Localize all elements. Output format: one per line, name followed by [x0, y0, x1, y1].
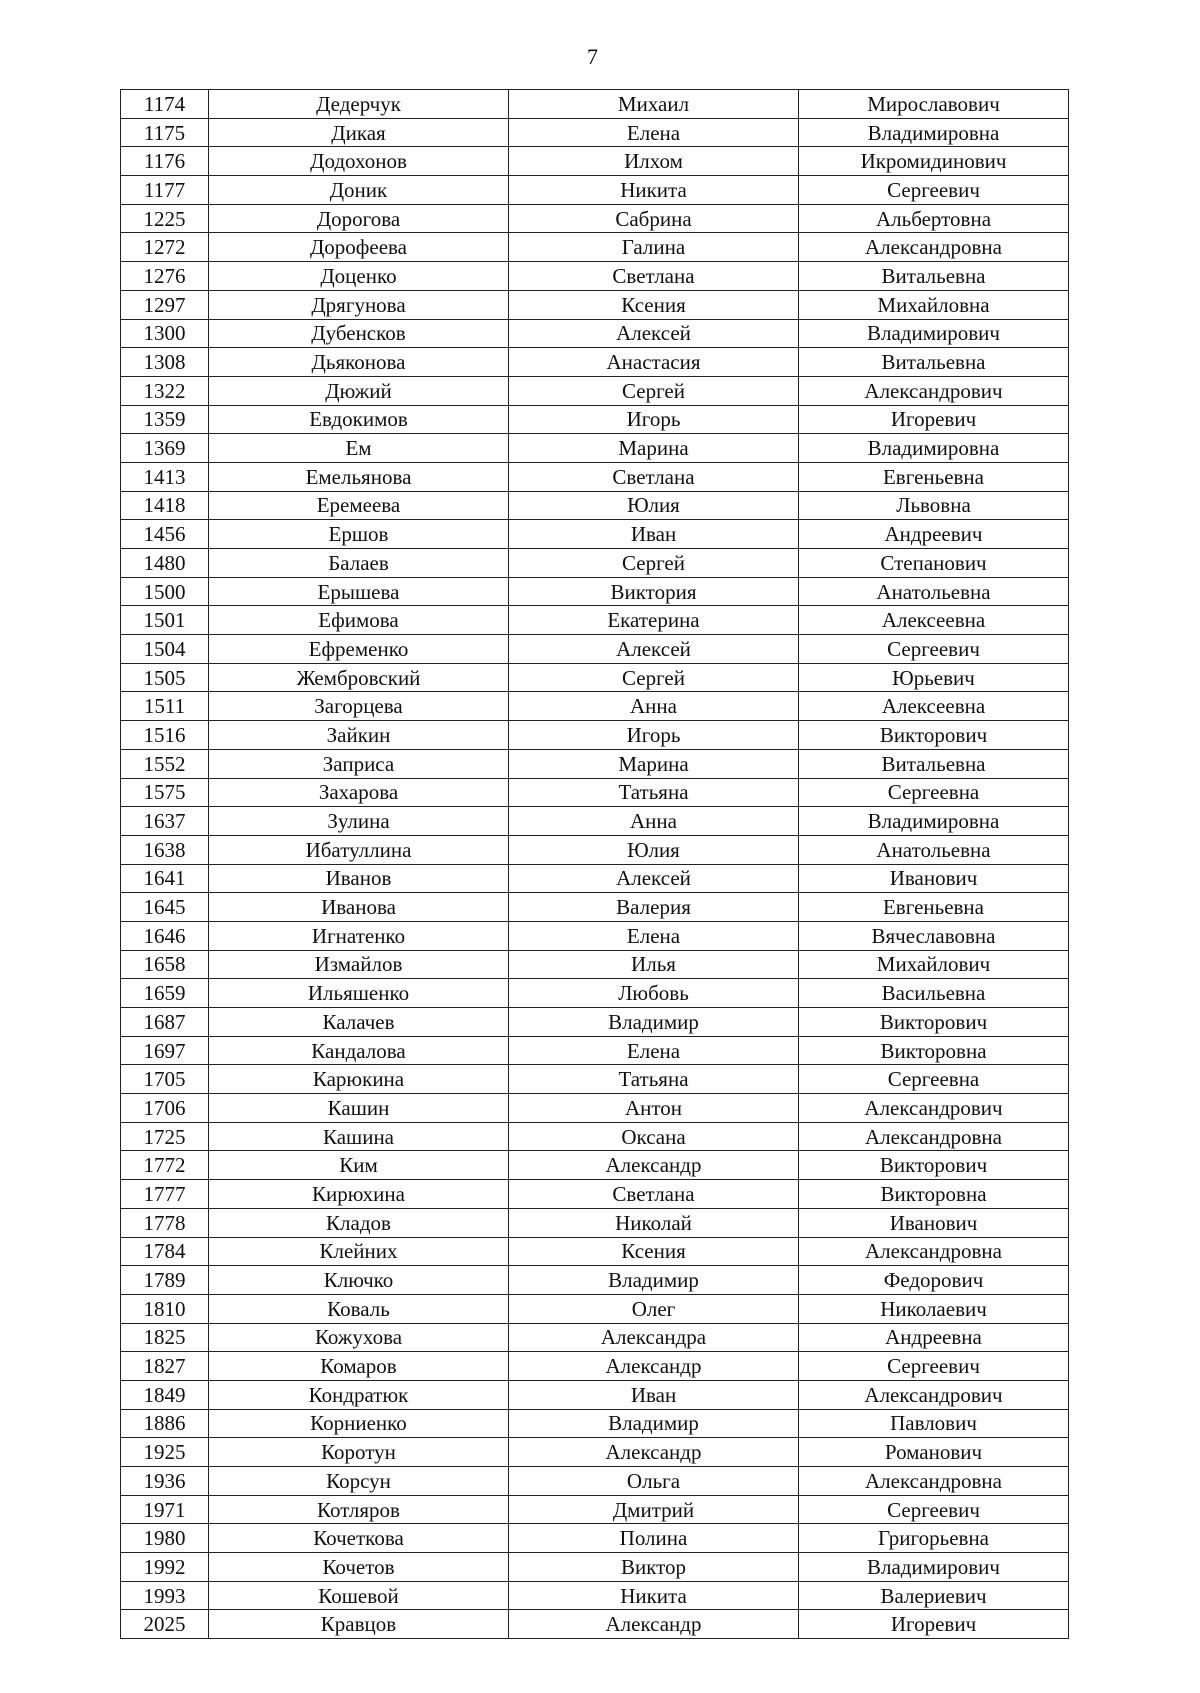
table-row [121, 749, 1069, 778]
row-number-cell: 1789 [121, 1266, 209, 1295]
row-number-cell: 1827 [121, 1352, 209, 1381]
row-number-cell: 1849 [121, 1380, 209, 1409]
first-name-cell: Иван [509, 1380, 799, 1409]
page-number: 7 [587, 44, 598, 69]
row-number-cell: 1825 [121, 1323, 209, 1352]
patronymic-cell: Альбертовна [799, 204, 1069, 233]
first-name-cell: Марина [509, 749, 799, 778]
last-name-cell: Кошевой [209, 1581, 509, 1610]
table-row [121, 1380, 1069, 1409]
table-row [121, 1553, 1069, 1582]
row-number-cell: 1980 [121, 1524, 209, 1553]
last-name-cell: Ибатуллина [209, 835, 509, 864]
table-row [121, 176, 1069, 205]
last-name-cell: Дюжий [209, 376, 509, 405]
row-number-cell: 1936 [121, 1467, 209, 1496]
last-name-cell: Кочеткова [209, 1524, 509, 1553]
row-number-cell: 1176 [121, 147, 209, 176]
table-row [121, 405, 1069, 434]
row-number-cell: 1993 [121, 1581, 209, 1610]
patronymic-cell: Владимирович [799, 319, 1069, 348]
row-number-cell: 1706 [121, 1094, 209, 1123]
table-row [121, 549, 1069, 578]
last-name-cell: Карюкина [209, 1065, 509, 1094]
table-row [121, 1467, 1069, 1496]
table-row [121, 118, 1069, 147]
row-number-cell: 1575 [121, 778, 209, 807]
table-row [121, 864, 1069, 893]
row-number-cell: 1992 [121, 1553, 209, 1582]
last-name-cell: Дикая [209, 118, 509, 147]
first-name-cell: Игорь [509, 405, 799, 434]
last-name-cell: Захарова [209, 778, 509, 807]
row-number-cell: 1777 [121, 1180, 209, 1209]
patronymic-cell: Александрович [799, 1380, 1069, 1409]
last-name-cell: Емельянова [209, 462, 509, 491]
table-row [121, 520, 1069, 549]
first-name-cell: Олег [509, 1294, 799, 1323]
first-name-cell: Владимир [509, 1008, 799, 1037]
row-number-cell: 2025 [121, 1610, 209, 1639]
row-number-cell: 1637 [121, 807, 209, 836]
table-row [121, 635, 1069, 664]
patronymic-cell: Викторович [799, 1151, 1069, 1180]
last-name-cell: Комаров [209, 1352, 509, 1381]
patronymic-cell: Сергеевна [799, 1065, 1069, 1094]
row-number-cell: 1174 [121, 90, 209, 119]
patronymic-cell: Александровна [799, 1467, 1069, 1496]
row-number-cell: 1646 [121, 921, 209, 950]
table-row [121, 692, 1069, 721]
table-row [121, 1495, 1069, 1524]
first-name-cell: Анна [509, 692, 799, 721]
first-name-cell: Михаил [509, 90, 799, 119]
patronymic-cell: Андреевна [799, 1323, 1069, 1352]
table-row [121, 1524, 1069, 1553]
patronymic-cell: Александрович [799, 1094, 1069, 1123]
table-row [121, 1237, 1069, 1266]
patronymic-cell: Николаевич [799, 1294, 1069, 1323]
table-row [121, 434, 1069, 463]
row-number-cell: 1272 [121, 233, 209, 262]
first-name-cell: Валерия [509, 893, 799, 922]
last-name-cell: Клейних [209, 1237, 509, 1266]
patronymic-cell: Икромидинович [799, 147, 1069, 176]
table-row [121, 233, 1069, 262]
patronymic-cell: Викторовна [799, 1036, 1069, 1065]
patronymic-cell: Витальевна [799, 262, 1069, 291]
row-number-cell: 1500 [121, 577, 209, 606]
table-row [121, 1610, 1069, 1639]
row-number-cell: 1511 [121, 692, 209, 721]
first-name-cell: Александр [509, 1610, 799, 1639]
table-row [121, 606, 1069, 635]
row-number-cell: 1322 [121, 376, 209, 405]
first-name-cell: Ксения [509, 290, 799, 319]
row-number-cell: 1641 [121, 864, 209, 893]
patronymic-cell: Валериевич [799, 1581, 1069, 1610]
last-name-cell: Кирюхина [209, 1180, 509, 1209]
first-name-cell: Александр [509, 1438, 799, 1467]
last-name-cell: Дьяконова [209, 348, 509, 377]
first-name-cell: Анна [509, 807, 799, 836]
last-name-cell: Доценко [209, 262, 509, 291]
last-name-cell: Котляров [209, 1495, 509, 1524]
row-number-cell: 1480 [121, 549, 209, 578]
patronymic-cell: Владимировна [799, 434, 1069, 463]
first-name-cell: Николай [509, 1208, 799, 1237]
last-name-cell: Балаев [209, 549, 509, 578]
patronymic-cell: Викторович [799, 1008, 1069, 1037]
last-name-cell: Игнатенко [209, 921, 509, 950]
table-row [121, 204, 1069, 233]
table-row [121, 921, 1069, 950]
table-row [121, 663, 1069, 692]
first-name-cell: Владимир [509, 1266, 799, 1295]
patronymic-cell: Александровна [799, 1122, 1069, 1151]
table-row [121, 1294, 1069, 1323]
table-row [121, 778, 1069, 807]
row-number-cell: 1177 [121, 176, 209, 205]
row-number-cell: 1504 [121, 635, 209, 664]
patronymic-cell: Михайловна [799, 290, 1069, 319]
row-number-cell: 1725 [121, 1122, 209, 1151]
last-name-cell: Коротун [209, 1438, 509, 1467]
row-number-cell: 1308 [121, 348, 209, 377]
row-number-cell: 1659 [121, 979, 209, 1008]
row-number-cell: 1705 [121, 1065, 209, 1094]
row-number-cell: 1971 [121, 1495, 209, 1524]
table-row [121, 462, 1069, 491]
row-number-cell: 1276 [121, 262, 209, 291]
last-name-cell: Ефременко [209, 635, 509, 664]
row-number-cell: 1552 [121, 749, 209, 778]
last-name-cell: Загорцева [209, 692, 509, 721]
first-name-cell: Алексей [509, 635, 799, 664]
table-row [121, 1008, 1069, 1037]
first-name-cell: Елена [509, 921, 799, 950]
first-name-cell: Алексей [509, 864, 799, 893]
last-name-cell: Дрягунова [209, 290, 509, 319]
last-name-cell: Зулина [209, 807, 509, 836]
first-name-cell: Светлана [509, 262, 799, 291]
last-name-cell: Дубенсков [209, 319, 509, 348]
last-name-cell: Кладов [209, 1208, 509, 1237]
last-name-cell: Коваль [209, 1294, 509, 1323]
row-number-cell: 1645 [121, 893, 209, 922]
table-row [121, 577, 1069, 606]
last-name-cell: Измайлов [209, 950, 509, 979]
patronymic-cell: Витальевна [799, 749, 1069, 778]
patronymic-cell: Владимировна [799, 118, 1069, 147]
table-row [121, 1036, 1069, 1065]
first-name-cell: Екатерина [509, 606, 799, 635]
patronymic-cell: Михайлович [799, 950, 1069, 979]
patronymic-cell: Игоревич [799, 1610, 1069, 1639]
patronymic-cell: Анатольевна [799, 577, 1069, 606]
patronymic-cell: Романович [799, 1438, 1069, 1467]
first-name-cell: Сергей [509, 376, 799, 405]
first-name-cell: Оксана [509, 1122, 799, 1151]
last-name-cell: Корниенко [209, 1409, 509, 1438]
row-number-cell: 1638 [121, 835, 209, 864]
patronymic-cell: Федорович [799, 1266, 1069, 1295]
patronymic-cell: Иванович [799, 864, 1069, 893]
table-row [121, 835, 1069, 864]
patronymic-cell: Сергеевич [799, 176, 1069, 205]
patronymic-cell: Игоревич [799, 405, 1069, 434]
row-number-cell: 1501 [121, 606, 209, 635]
first-name-cell: Полина [509, 1524, 799, 1553]
last-name-cell: Еремеева [209, 491, 509, 520]
first-name-cell: Елена [509, 118, 799, 147]
first-name-cell: Дмитрий [509, 1495, 799, 1524]
first-name-cell: Никита [509, 176, 799, 205]
last-name-cell: Ильяшенко [209, 979, 509, 1008]
patronymic-cell: Сергеевич [799, 1352, 1069, 1381]
table-row [121, 1323, 1069, 1352]
table-row [121, 1352, 1069, 1381]
first-name-cell: Марина [509, 434, 799, 463]
table-row [121, 376, 1069, 405]
table-row [121, 491, 1069, 520]
roster-table-container [120, 89, 1068, 1639]
first-name-cell: Татьяна [509, 778, 799, 807]
table-row [121, 950, 1069, 979]
first-name-cell: Анастасия [509, 348, 799, 377]
first-name-cell: Александра [509, 1323, 799, 1352]
table-row [121, 1122, 1069, 1151]
row-number-cell: 1413 [121, 462, 209, 491]
last-name-cell: Ким [209, 1151, 509, 1180]
patronymic-cell: Евгеньевна [799, 893, 1069, 922]
row-number-cell: 1687 [121, 1008, 209, 1037]
patronymic-cell: Алексеевна [799, 692, 1069, 721]
last-name-cell: Кашина [209, 1122, 509, 1151]
row-number-cell: 1225 [121, 204, 209, 233]
first-name-cell: Сергей [509, 549, 799, 578]
row-number-cell: 1784 [121, 1237, 209, 1266]
last-name-cell: Дорофеева [209, 233, 509, 262]
patronymic-cell: Александровна [799, 233, 1069, 262]
first-name-cell: Александр [509, 1352, 799, 1381]
table-row [121, 1151, 1069, 1180]
table-row [121, 893, 1069, 922]
first-name-cell: Виктор [509, 1553, 799, 1582]
table-row [121, 807, 1069, 836]
patronymic-cell: Владимировна [799, 807, 1069, 836]
table-row [121, 1208, 1069, 1237]
patronymic-cell: Павлович [799, 1409, 1069, 1438]
first-name-cell: Ксения [509, 1237, 799, 1266]
row-number-cell: 1505 [121, 663, 209, 692]
last-name-cell: Иванова [209, 893, 509, 922]
first-name-cell: Илья [509, 950, 799, 979]
table-row [121, 1094, 1069, 1123]
last-name-cell: Ем [209, 434, 509, 463]
first-name-cell: Галина [509, 233, 799, 262]
table-row [121, 348, 1069, 377]
table-row [121, 1581, 1069, 1610]
first-name-cell: Юлия [509, 835, 799, 864]
row-number-cell: 1658 [121, 950, 209, 979]
roster-table [120, 89, 1069, 1639]
row-number-cell: 1369 [121, 434, 209, 463]
last-name-cell: Дорогова [209, 204, 509, 233]
row-number-cell: 1456 [121, 520, 209, 549]
table-row [121, 262, 1069, 291]
table-row [121, 90, 1069, 119]
last-name-cell: Заприса [209, 749, 509, 778]
row-number-cell: 1697 [121, 1036, 209, 1065]
first-name-cell: Игорь [509, 721, 799, 750]
patronymic-cell: Юрьевич [799, 663, 1069, 692]
table-row [121, 1266, 1069, 1295]
patronymic-cell: Анатольевна [799, 835, 1069, 864]
patronymic-cell: Андреевич [799, 520, 1069, 549]
first-name-cell: Виктория [509, 577, 799, 606]
row-number-cell: 1175 [121, 118, 209, 147]
first-name-cell: Елена [509, 1036, 799, 1065]
patronymic-cell: Александровна [799, 1237, 1069, 1266]
row-number-cell: 1778 [121, 1208, 209, 1237]
patronymic-cell: Александрович [799, 376, 1069, 405]
patronymic-cell: Львовна [799, 491, 1069, 520]
last-name-cell: Евдокимов [209, 405, 509, 434]
first-name-cell: Никита [509, 1581, 799, 1610]
patronymic-cell: Степанович [799, 549, 1069, 578]
patronymic-cell: Евгеньевна [799, 462, 1069, 491]
last-name-cell: Ключко [209, 1266, 509, 1295]
last-name-cell: Зайкин [209, 721, 509, 750]
patronymic-cell: Викторовна [799, 1180, 1069, 1209]
last-name-cell: Ершов [209, 520, 509, 549]
roster-table-body [121, 90, 1069, 1639]
first-name-cell: Сабрина [509, 204, 799, 233]
patronymic-cell: Владимирович [799, 1553, 1069, 1582]
last-name-cell: Додохонов [209, 147, 509, 176]
last-name-cell: Дедерчук [209, 90, 509, 119]
last-name-cell: Жембровский [209, 663, 509, 692]
first-name-cell: Илхом [509, 147, 799, 176]
patronymic-cell: Васильевна [799, 979, 1069, 1008]
first-name-cell: Александр [509, 1151, 799, 1180]
patronymic-cell: Сергеевич [799, 635, 1069, 664]
table-row [121, 319, 1069, 348]
table-row [121, 1438, 1069, 1467]
first-name-cell: Светлана [509, 1180, 799, 1209]
row-number-cell: 1772 [121, 1151, 209, 1180]
patronymic-cell: Мирославович [799, 90, 1069, 119]
row-number-cell: 1359 [121, 405, 209, 434]
first-name-cell: Иван [509, 520, 799, 549]
patronymic-cell: Витальевна [799, 348, 1069, 377]
last-name-cell: Кравцов [209, 1610, 509, 1639]
first-name-cell: Юлия [509, 491, 799, 520]
first-name-cell: Антон [509, 1094, 799, 1123]
last-name-cell: Кочетов [209, 1553, 509, 1582]
table-row [121, 721, 1069, 750]
last-name-cell: Кондратюк [209, 1380, 509, 1409]
first-name-cell: Ольга [509, 1467, 799, 1496]
first-name-cell: Владимир [509, 1409, 799, 1438]
table-row [121, 290, 1069, 319]
last-name-cell: Доник [209, 176, 509, 205]
first-name-cell: Любовь [509, 979, 799, 1008]
patronymic-cell: Вячеславовна [799, 921, 1069, 950]
last-name-cell: Ефимова [209, 606, 509, 635]
patronymic-cell: Алексеевна [799, 606, 1069, 635]
first-name-cell: Алексей [509, 319, 799, 348]
last-name-cell: Ерышева [209, 577, 509, 606]
last-name-cell: Кандалова [209, 1036, 509, 1065]
row-number-cell: 1810 [121, 1294, 209, 1323]
row-number-cell: 1300 [121, 319, 209, 348]
first-name-cell: Светлана [509, 462, 799, 491]
row-number-cell: 1297 [121, 290, 209, 319]
first-name-cell: Сергей [509, 663, 799, 692]
row-number-cell: 1418 [121, 491, 209, 520]
last-name-cell: Калачев [209, 1008, 509, 1037]
row-number-cell: 1886 [121, 1409, 209, 1438]
table-row [121, 979, 1069, 1008]
patronymic-cell: Григорьевна [799, 1524, 1069, 1553]
first-name-cell: Татьяна [509, 1065, 799, 1094]
table-row [121, 1065, 1069, 1094]
table-row [121, 147, 1069, 176]
last-name-cell: Иванов [209, 864, 509, 893]
last-name-cell: Кашин [209, 1094, 509, 1123]
last-name-cell: Корсун [209, 1467, 509, 1496]
table-row [121, 1409, 1069, 1438]
row-number-cell: 1516 [121, 721, 209, 750]
last-name-cell: Кожухова [209, 1323, 509, 1352]
patronymic-cell: Викторович [799, 721, 1069, 750]
table-row [121, 1180, 1069, 1209]
patronymic-cell: Иванович [799, 1208, 1069, 1237]
patronymic-cell: Сергеевна [799, 778, 1069, 807]
patronymic-cell: Сергеевич [799, 1495, 1069, 1524]
row-number-cell: 1925 [121, 1438, 209, 1467]
